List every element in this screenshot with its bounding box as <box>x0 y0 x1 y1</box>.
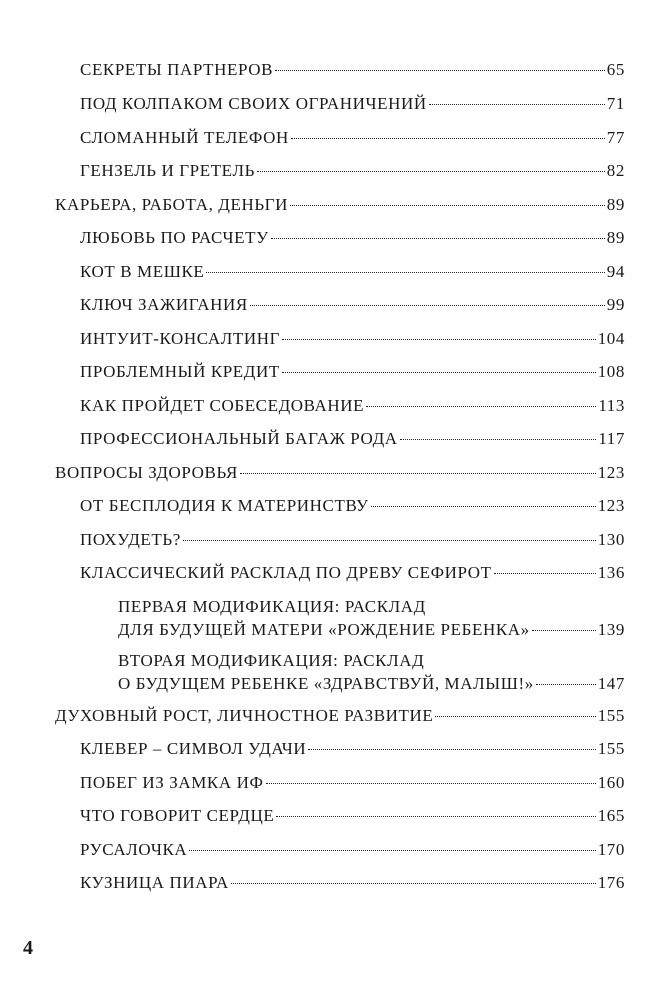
toc-entry-title: ПОХУДЕТЬ? <box>80 530 181 549</box>
toc-entry-page: 71 <box>606 94 625 113</box>
dot-leader <box>435 716 595 717</box>
toc-entry-title: КЛАССИЧЕСКИЙ РАСКЛАД ПО ДРЕВУ СЕФИРОТ <box>80 563 492 582</box>
toc-entry-title: ЧТО ГОВОРИТ СЕРДЦЕ <box>80 806 275 825</box>
toc-entry-page: 155 <box>597 739 625 758</box>
dot-leader <box>189 850 595 851</box>
dot-leader <box>536 684 596 685</box>
dot-leader <box>231 883 596 884</box>
toc-entry-page: 99 <box>606 295 625 314</box>
toc-entry-page: 170 <box>597 840 625 859</box>
dot-leader <box>532 630 596 631</box>
toc-entry-page: 147 <box>597 674 625 693</box>
dot-leader <box>271 238 605 239</box>
toc-entry-title: ДЛЯ БУДУЩЕЙ МАТЕРИ «РОЖДЕНИЕ РЕБЕНКА» <box>118 620 530 639</box>
toc-entry <box>80 295 625 315</box>
toc-section-title: ВОПРОСЫ ЗДОРОВЬЯ <box>55 463 238 482</box>
toc-entry <box>80 563 625 583</box>
dot-leader <box>429 104 605 105</box>
toc-entry <box>80 161 625 181</box>
toc-entry-title: СЛОМАННЫЙ ТЕЛЕФОН <box>80 128 289 147</box>
toc-entry-title: ЛЮБОВЬ ПО РАСЧЕТУ <box>80 228 269 247</box>
toc-section-page: 123 <box>597 463 625 482</box>
toc-entry <box>80 128 625 148</box>
toc-entry-title: КЛЕВЕР – СИМВОЛ УДАЧИ <box>80 739 307 758</box>
toc-entry <box>80 94 625 114</box>
toc-entry-page: 113 <box>598 396 625 415</box>
toc-entry <box>80 362 625 382</box>
toc-entry-page: 176 <box>597 873 625 892</box>
dot-leader <box>282 372 596 373</box>
toc-section-title: ДУХОВНЫЙ РОСТ, ЛИЧНОСТНОЕ РАЗВИТИЕ <box>55 706 434 725</box>
dot-leader <box>400 439 597 440</box>
toc-entry <box>80 396 625 416</box>
toc-entry-title: КОТ В МЕШКЕ <box>80 262 205 281</box>
toc-entry-title: ПРОБЛЕМНЫЙ КРЕДИТ <box>80 362 280 381</box>
toc-entry <box>80 773 625 793</box>
page-number: 4 <box>23 937 33 959</box>
toc-subentry-line1: ВТОРАЯ МОДИФИКАЦИЯ: РАСКЛАД <box>118 651 425 670</box>
toc-entry-title: О БУДУЩЕМ РЕБЕНКЕ «ЗДРАВСТВУЙ, МАЛЫШ!» <box>118 674 534 693</box>
toc-section <box>55 706 625 726</box>
toc-entry-title: ГЕНЗЕЛЬ И ГРЕТЕЛЬ <box>80 161 255 180</box>
toc-entry-title: ИНТУИТ-КОНСАЛТИНГ <box>80 329 281 348</box>
dot-leader <box>366 406 596 407</box>
toc-entry <box>80 806 625 826</box>
toc-entry <box>80 228 625 248</box>
toc-entry-page: 89 <box>606 228 625 247</box>
dot-leader <box>494 573 596 574</box>
toc-entry-page: 77 <box>606 128 625 147</box>
dot-leader <box>183 540 596 541</box>
toc-entry-page: 82 <box>606 161 625 180</box>
toc-entry-page: 65 <box>606 60 625 79</box>
toc-entry <box>80 262 625 282</box>
dot-leader <box>240 473 596 474</box>
toc-entry-page: 165 <box>597 806 625 825</box>
toc-entry-page: 117 <box>598 429 625 448</box>
toc-entry <box>80 739 625 759</box>
toc-subentry <box>118 620 625 640</box>
toc-entry-title: КУЗНИЦА ПИАРА <box>80 873 229 892</box>
toc-entry-title: РУСАЛОЧКА <box>80 840 188 859</box>
toc-entry <box>80 530 625 550</box>
toc-section-page: 89 <box>606 195 625 214</box>
toc-entry-title: ОТ БЕСПЛОДИЯ К МАТЕРИНСТВУ <box>80 496 369 515</box>
toc-section <box>55 195 625 215</box>
toc-entry <box>80 840 625 860</box>
toc-entry-title: ПОД КОЛПАКОМ СВОИХ ОГРАНИЧЕНИЙ <box>80 94 427 113</box>
toc-entry-title: СЕКРЕТЫ ПАРТНЕРОВ <box>80 60 274 79</box>
dot-leader <box>291 138 605 139</box>
toc-entry <box>80 873 625 893</box>
dot-leader <box>206 272 604 273</box>
dot-leader <box>276 816 595 817</box>
toc-entry-title: ПОБЕГ ИЗ ЗАМКА ИФ <box>80 773 264 792</box>
toc-entry-page: 130 <box>597 530 625 549</box>
toc-entry <box>80 60 625 80</box>
dot-leader <box>250 305 605 306</box>
toc-entry-title: КАК ПРОЙДЕТ СОБЕСЕДОВАНИЕ <box>80 396 365 415</box>
toc-entry-page: 136 <box>597 563 625 582</box>
toc-entry-page: 139 <box>597 620 625 639</box>
toc-section <box>55 463 625 483</box>
dot-leader <box>266 783 596 784</box>
toc-entry <box>80 329 625 349</box>
dot-leader <box>308 749 595 750</box>
dot-leader <box>275 70 605 71</box>
toc-section-title: КАРЬЕРА, РАБОТА, ДЕНЬГИ <box>55 195 288 214</box>
toc-entry-title: ПРОФЕССИОНАЛЬНЫЙ БАГАЖ РОДА <box>80 429 398 448</box>
dot-leader <box>282 339 596 340</box>
toc-entry-page: 160 <box>597 773 625 792</box>
toc-entry-title: КЛЮЧ ЗАЖИГАНИЯ <box>80 295 248 314</box>
toc-entry <box>80 429 625 449</box>
dot-leader <box>257 171 605 172</box>
toc-entry <box>80 496 625 516</box>
toc-entry-page: 123 <box>597 496 625 515</box>
toc-entry-page: 94 <box>606 262 625 281</box>
toc-entry-page: 108 <box>597 362 625 381</box>
toc-section-page: 155 <box>597 706 625 725</box>
toc-subentry <box>118 674 625 694</box>
dot-leader <box>371 506 596 507</box>
toc-entry-page: 104 <box>597 329 625 348</box>
dot-leader <box>290 205 605 206</box>
toc-subentry-line1: ПЕРВАЯ МОДИФИКАЦИЯ: РАСКЛАД <box>118 597 426 616</box>
